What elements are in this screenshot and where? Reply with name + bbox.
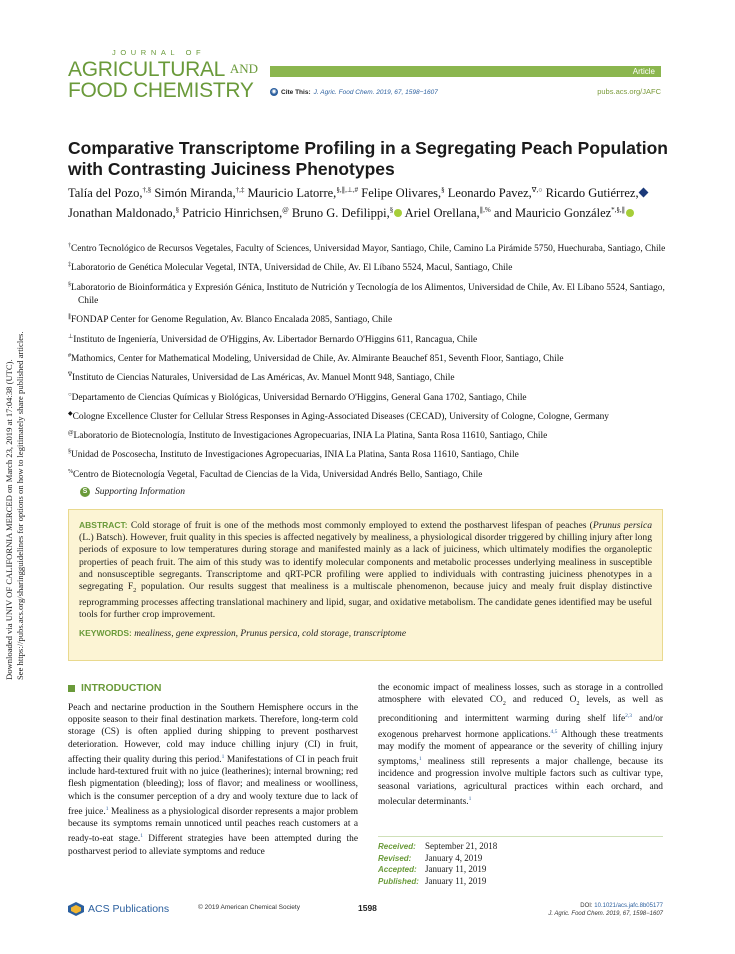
author-name[interactable]: Talía del Pozo, bbox=[68, 186, 143, 201]
body-text: the economic impact of mealiness losses, such as storage in a controlled atmosphere with elevated CO bbox=[378, 683, 663, 706]
affiliation-text: Centro Tecnológico de Recursos Vegetales, Faculty of Sciences, Universidad Mayor, Santiago, Chile, Camino La Pirámide 5750, Huechuraba, Santiago, Chile bbox=[71, 244, 666, 255]
citation-ref[interactable]: 1 bbox=[418, 756, 422, 763]
body-text: Although these treatments may modify the moment of appearance or the severity of chilling injury symptoms, bbox=[378, 729, 663, 768]
citation-ref[interactable]: 4,5 bbox=[550, 728, 558, 735]
abstract-text: ABSTRACT: Cold storage of fruit is one of the methods most commonly employed to extend the postharvest lifespan of peaches (Prunus persica (L.) Batsch). However, fruit quality in this species is affected negatively by mealiness, a physiological disorder triggered by chilling injury after long periods of exposure to low temperatures during storage and manifested mainly as a lack of juiciness, which ultimately modifies the organoleptic properties of peach fruit. The aim of this study was to identify molecular components and metabolic processes underlying mealiness in susceptible and nonsusceptible segregants. Transcriptome and qRT-PCR profiling were applied to individuals with contrasting juiciness phenotypes in a segregating $F_2$ population. Our results suggest that mealiness is a multiscale phenomenon, because juicy and mealy fruit display distinctive reprogramming processes affecting translational machinery and lipid, sugar, and oxidative metabolism. The candidate genes identified may be useful tools for further crop improvement. bbox=[79, 520, 653, 621]
affiliation-mark: # bbox=[68, 352, 71, 359]
download-note-line1: Downloaded via UNIV OF CALIFORNIA MERCED on March 23, 2019 at 17:04:38 (UTC). bbox=[4, 359, 14, 680]
author-affiliation-marks: *,§,∥ bbox=[611, 206, 626, 215]
author-name[interactable]: Bruno G. Defilippi, bbox=[291, 206, 390, 221]
author-affiliation-marks: ∇,○ bbox=[531, 186, 543, 194]
affiliation bbox=[68, 446, 668, 462]
affiliation-mark: ⊥ bbox=[68, 333, 74, 340]
acs-hexagon-icon bbox=[68, 902, 84, 916]
copyright: © 2019 American Chemical Society bbox=[198, 904, 300, 911]
affiliation-mark: ◆ bbox=[68, 410, 73, 417]
subscript: 2 bbox=[576, 701, 580, 708]
body-text: and reduced O bbox=[505, 695, 577, 706]
cecad-diamond-icon bbox=[638, 188, 648, 198]
author-name[interactable]: Mauricio Latorre, bbox=[247, 186, 337, 201]
section-heading-introduction: INTRODUCTION bbox=[68, 682, 162, 694]
affiliation-text: Departamento de Ciencias Químicas y Biológicas, Universidad Bernardo O'Higgins, General Gana 1702, Santiago, Chile bbox=[71, 392, 527, 403]
author-affiliation-marks: †,‡ bbox=[235, 186, 245, 194]
affiliation bbox=[68, 350, 668, 366]
acs-publications-logo[interactable] bbox=[68, 902, 169, 916]
citation-ref[interactable]: 1 bbox=[221, 753, 225, 760]
date-row bbox=[378, 876, 663, 888]
author-affiliation-marks: †,§ bbox=[142, 186, 152, 194]
article-title: Comparative Transcriptome Profiling in a Segregating Peach Population with Contrasting Juiciness Phenotypes bbox=[68, 138, 668, 179]
download-note bbox=[4, 300, 44, 680]
body-text: and/or exogenous preharvest hormone applications. bbox=[378, 714, 663, 740]
journal-logo-and: AND bbox=[229, 61, 258, 76]
keywords-label: KEYWORDS: bbox=[79, 627, 132, 638]
intro-right-column bbox=[378, 682, 663, 808]
abstract-box bbox=[68, 509, 663, 661]
affiliation bbox=[68, 240, 668, 256]
footer-citation: J. Agric. Food Chem. 2019, 67, 1598−1607 bbox=[548, 911, 663, 917]
author-name[interactable]: Simón Miranda, bbox=[154, 186, 236, 201]
publisher-name: ACS Publications bbox=[88, 903, 170, 915]
affiliation-mark: % bbox=[68, 468, 73, 475]
date-row bbox=[378, 864, 663, 876]
body-text: Peach and nectarine production in the Southern Hemisphere occurs in the opposite season to their final destination markets. Therefore, long-term cold storage (CS) is often applied during shipping to prevent postharvest deterioration. However, cold may induce chilling injury (CI) in fruit, affecting their quality during this period. bbox=[68, 703, 358, 765]
journal-url-link[interactable]: pubs.acs.org/JAFC bbox=[597, 87, 661, 96]
supporting-info-icon: S bbox=[80, 487, 90, 497]
article-type-label: Article bbox=[632, 67, 655, 76]
article-type-bar bbox=[270, 66, 661, 77]
affiliation bbox=[68, 408, 668, 424]
cite-label: Cite This: bbox=[281, 88, 311, 96]
author-name[interactable]: Ariel Orellana, bbox=[404, 206, 480, 221]
journal-logo-line2: FOOD CHEMISTRY bbox=[68, 79, 254, 102]
page-footer bbox=[68, 902, 663, 926]
affiliation bbox=[68, 259, 668, 275]
author-affiliation-marks: §,∥,⊥,# bbox=[336, 186, 359, 194]
cite-icon: ◉ bbox=[271, 89, 277, 95]
journal-logo-line1: AGRICULTURAL bbox=[68, 58, 225, 81]
affiliation bbox=[68, 466, 668, 482]
affiliation bbox=[68, 331, 668, 347]
affiliation-text: Cologne Excellence Cluster for Cellular Stress Responses in Aging-Associated Diseases (CECAD), University of Cologne, Cologne, Germany bbox=[72, 411, 609, 422]
date-value: January 4, 2019 bbox=[425, 852, 483, 863]
citation-ref[interactable]: 2,3 bbox=[625, 713, 633, 720]
cite-reference[interactable]: J. Agric. Food Chem. 2019, 67, 1598−1607 bbox=[313, 88, 438, 96]
date-label: Published: bbox=[378, 876, 419, 886]
keywords bbox=[79, 628, 652, 639]
affiliation-mark: § bbox=[68, 281, 71, 288]
section-bullet-icon bbox=[68, 685, 75, 692]
body-text: levels, as well as preconditioning and intermittent warming during shelf life bbox=[378, 695, 663, 725]
citation-ref[interactable]: 1 bbox=[140, 833, 143, 840]
affiliation bbox=[68, 311, 668, 327]
abstract-label: ABSTRACT: bbox=[79, 520, 128, 530]
affiliation-list bbox=[68, 240, 668, 485]
orcid-icon[interactable] bbox=[626, 209, 634, 217]
citation-ref[interactable]: 1 bbox=[105, 805, 109, 812]
author-name[interactable]: Felipe Olivares, bbox=[361, 186, 442, 201]
affiliation-mark: ‡ bbox=[68, 262, 71, 269]
author-name[interactable]: Jonathan Maldonado, bbox=[68, 206, 176, 221]
affiliation-mark: @ bbox=[68, 430, 74, 437]
author-name[interactable]: Patricio Hinrichsen, bbox=[182, 206, 283, 221]
journal-logo-top: JOURNAL OF bbox=[112, 48, 206, 57]
author-name[interactable]: Leonardo Pavez, bbox=[447, 186, 532, 201]
species-name: Prunus persica bbox=[592, 520, 653, 531]
affiliation bbox=[68, 279, 668, 309]
affiliation-text: Laboratorio de Bioinformática y Expresión Génica, Instituto de Nutrición y Tecnología de los Alimentos, Universidad de Chile, Av. El Líbano 5524, Santiago, Chile bbox=[71, 282, 665, 306]
author-name[interactable]: Ricardo Gutiérrez, bbox=[545, 186, 639, 201]
date-label: Received: bbox=[378, 842, 416, 851]
doi-link[interactable]: 10.1021/acs.jafc.8b05177 bbox=[594, 903, 663, 909]
affiliation-text: Instituto de Ciencias Naturales, Universidad de Las Américas, Av. Manuel Montt 948, Santiago, Chile bbox=[72, 373, 455, 384]
author-name[interactable]: and Mauricio González bbox=[493, 206, 612, 221]
affiliation-mark: § bbox=[68, 449, 71, 456]
affiliation bbox=[68, 389, 668, 405]
affiliation-text: Mathomics, Center for Mathematical Modeling, Universidad de Chile, Av. Almirante Beauchef 851, Seventh Floor, Santiago, Chile bbox=[71, 353, 564, 364]
publication-dates bbox=[378, 836, 663, 887]
author-affiliation-marks: ∥,% bbox=[479, 206, 491, 215]
author-affiliation-marks: § bbox=[175, 206, 180, 215]
author-affiliation-marks: @ bbox=[282, 206, 289, 215]
download-note-line2: See https://pubs.acs.org/sharingguidelines for options on how to legitimately share published articles. bbox=[15, 331, 25, 680]
date-value: January 11, 2019 bbox=[425, 864, 487, 874]
date-row bbox=[378, 841, 663, 853]
affiliation bbox=[68, 369, 668, 385]
journal-logo[interactable] bbox=[68, 48, 268, 102]
supporting-info-label[interactable]: Supporting Information bbox=[95, 487, 185, 497]
keywords-text: mealiness, gene expression, Prunus persica, cold storage, transcriptome bbox=[134, 628, 406, 639]
author-affiliation-marks: § bbox=[389, 206, 394, 215]
affiliation-text: Laboratorio de Biotecnología, Instituto de Investigaciones Agropecuarias, INIA La Platina, Santa Rosa 11610, Santiago, Chile bbox=[73, 431, 548, 442]
date-row bbox=[378, 853, 663, 865]
page-number: 1598 bbox=[358, 903, 377, 913]
body-text: mealiness still represents a major challenge, because its incidence and progression involve multiple factors such as cultivar type, seasonal variations, agricultural practices within each orchard, and molecular determinants. bbox=[378, 757, 663, 807]
citation-ref[interactable]: 1 bbox=[468, 795, 472, 802]
cite-this[interactable] bbox=[270, 88, 438, 96]
affiliation-text: FONDAP Center for Genome Regulation, Av. Blanco Encalada 2085, Santiago, Chile bbox=[71, 315, 393, 326]
body-text: Different strategies have been attempted during the postharvest period to alleviate symptoms and reduce bbox=[68, 834, 358, 857]
author-affiliation-marks: § bbox=[441, 186, 445, 194]
affiliation-text: Instituto de Ingeniería, Universidad de O'Higgins, Av. Libertador Bernardo O'Higgins 611, Rancagua, Chile bbox=[73, 334, 478, 345]
affiliation-text: Centro de Biotecnología Vegetal, Facultad de Ciencias de la Vida, Universidad Andrés Bello, Santiago, Chile bbox=[73, 469, 483, 480]
affiliation-mark: ∥ bbox=[68, 314, 71, 321]
intro-left-column bbox=[68, 702, 358, 858]
affiliation-mark: ○ bbox=[68, 391, 72, 398]
affiliation bbox=[68, 427, 668, 443]
date-value: September 21, 2018 bbox=[425, 841, 498, 851]
affiliation-text: Laboratorio de Genética Molecular Vegetal, INTA, Universidad de Chile, Av. El Líbano 5524, Macul, Santiago, Chile bbox=[71, 263, 513, 274]
affiliation-mark: † bbox=[68, 243, 71, 249]
author-list bbox=[68, 182, 668, 222]
date-value: January 11, 2019 bbox=[425, 875, 487, 886]
date-label: Accepted: bbox=[378, 865, 417, 874]
body-text: Manifestations of CI in peach fruit include hard-textured fruit with no juice (leatherines); internal browning; red flesh pigmentation (bleeding); loss of flavor; and mealiness or woolliness, which is the consumer perception of a dry and wooly texture due to lack of free juice. bbox=[68, 754, 358, 817]
affiliation-mark: ∇ bbox=[68, 372, 73, 379]
date-label: Revised: bbox=[378, 853, 412, 863]
supporting-information-link[interactable] bbox=[80, 487, 185, 497]
body-text: Mealiness as a physiological disorder represents a major problem because its symptoms remain unnoticed until peaches reach customers at a ready-to-eat stage. bbox=[68, 806, 358, 845]
affiliation-text: Unidad de Poscosecha, Instituto de Investigaciones Agropecuarias, INIA La Platina, Santa Rosa 11610, Santiago, Chile bbox=[71, 450, 519, 461]
orcid-icon[interactable] bbox=[394, 209, 402, 217]
doi-block: DOI: 10.1021/acs.jafc.8b05177 J. Agric. Food Chem. 2019, 67, 1598−1607 bbox=[548, 903, 663, 917]
subscript: 2 bbox=[502, 701, 506, 708]
